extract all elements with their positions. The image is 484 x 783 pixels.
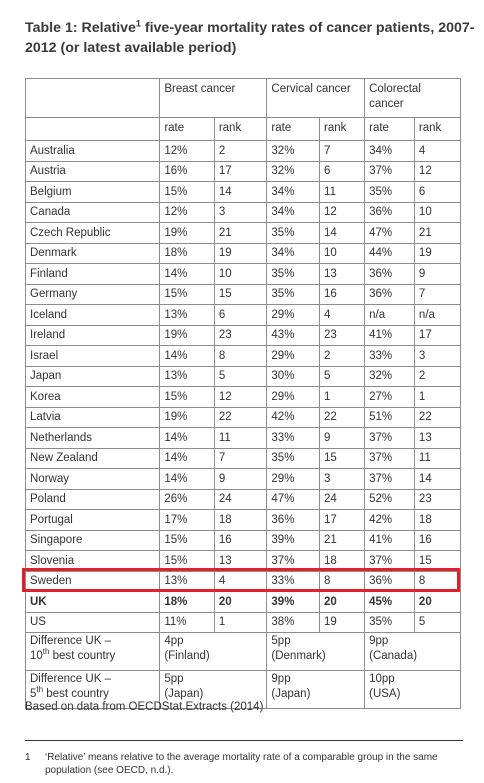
rate-cell: 15%	[160, 182, 215, 203]
rank-cell: 23	[214, 325, 267, 346]
country-cell: Korea	[26, 387, 160, 408]
country-cell: Latvia	[26, 407, 160, 428]
rate-cell: 33%	[267, 571, 320, 592]
rank-cell: 22	[320, 407, 365, 428]
rank-cell: 5	[320, 366, 365, 387]
table-row	[26, 243, 461, 264]
rate-cell: 36%	[365, 571, 415, 592]
rank-cell: 20	[320, 592, 365, 613]
difference-value: 9pp	[271, 673, 291, 685]
table-row	[26, 284, 461, 305]
country-cell: Slovenia	[26, 551, 160, 572]
rank-cell: 9	[320, 428, 365, 449]
rate-cell: 37%	[365, 448, 415, 469]
rank-cell: 12	[414, 161, 460, 182]
rank-cell: 13	[214, 551, 267, 572]
country-cell: Belgium	[26, 182, 160, 203]
footnote-divider	[25, 740, 463, 741]
rate-cell: 47%	[365, 223, 415, 244]
rank-cell: 14	[320, 223, 365, 244]
rank-cell: 15	[320, 448, 365, 469]
rank-cell: 3	[320, 469, 365, 490]
table-row	[26, 223, 461, 244]
country-cell: Canada	[26, 202, 160, 223]
rank-cell: 14	[414, 469, 460, 490]
rank-number: 10	[30, 649, 43, 662]
rank-cell: 19	[320, 612, 365, 633]
rate-cell: 27%	[365, 387, 415, 408]
difference-country: (Denmark)	[271, 649, 326, 662]
rate-cell: 15%	[160, 530, 215, 551]
rate-cell: 19%	[160, 223, 215, 244]
difference-country: (USA)	[369, 687, 401, 700]
country-cell: Denmark	[26, 243, 160, 264]
rate-cell: 13%	[160, 571, 215, 592]
rank-cell: 12	[214, 387, 267, 408]
rank-cell: 1	[320, 387, 365, 408]
rank-number: 5	[30, 687, 37, 700]
rate-cell: 12%	[160, 202, 215, 223]
rate-cell: 14%	[160, 264, 215, 285]
rate-cell: 37%	[365, 428, 415, 449]
rate-cell: 39%	[267, 530, 320, 551]
rate-cell: 33%	[267, 428, 320, 449]
difference-value: 5pp	[271, 635, 291, 647]
rate-cell: 26%	[160, 489, 215, 510]
table-row	[26, 407, 461, 428]
rate-cell: 37%	[267, 551, 320, 572]
group-header-breast: Breast cancer	[160, 79, 267, 118]
rank-cell: 8	[320, 571, 365, 592]
table-row	[26, 387, 461, 408]
rank-cell: 8	[214, 346, 267, 367]
table-row	[26, 592, 461, 613]
rank-cell: 23	[320, 325, 365, 346]
table-row	[26, 305, 461, 326]
rate-cell: 32%	[267, 161, 320, 182]
rank-cell: 15	[414, 551, 460, 572]
difference-value-cell	[365, 671, 461, 709]
rate-cell: 35%	[267, 264, 320, 285]
difference-label-cell	[26, 633, 160, 671]
table-row	[26, 551, 461, 572]
table-title	[25, 18, 475, 58]
table-row	[26, 448, 461, 469]
rank-cell: 19	[214, 243, 267, 264]
rate-cell: 13%	[160, 305, 215, 326]
table-row	[26, 182, 461, 203]
table-row	[26, 346, 461, 367]
rate-cell: 44%	[365, 243, 415, 264]
rate-cell: 38%	[267, 612, 320, 633]
rate-cell: 41%	[365, 530, 415, 551]
rank-cell: 24	[320, 489, 365, 510]
rank-cell: 5	[214, 366, 267, 387]
rate-cell: 35%	[267, 223, 320, 244]
table-row	[26, 202, 461, 223]
ordinal-suffix: th	[36, 684, 44, 694]
table-row	[26, 264, 461, 285]
rate-cell: 12%	[160, 141, 215, 162]
table-row	[26, 510, 461, 531]
table-row	[26, 469, 461, 490]
rank-cell: 6	[320, 161, 365, 182]
rate-cell: 35%	[267, 448, 320, 469]
rate-cell: 30%	[267, 366, 320, 387]
rate-cell: 19%	[160, 325, 215, 346]
rank-cell: 21	[214, 223, 267, 244]
difference-value: 10pp	[369, 673, 395, 685]
difference-label-line1: Difference UK –	[30, 673, 111, 685]
label-suffix: best country	[43, 687, 109, 700]
rank-cell: 4	[414, 141, 460, 162]
rank-cell: 7	[414, 284, 460, 305]
empty-subheader-cell	[26, 118, 160, 141]
rank-cell: 1	[214, 612, 267, 633]
rate-cell: 29%	[267, 305, 320, 326]
group-header-colorectal: Colorectal cancer	[365, 79, 461, 118]
country-cell: UK	[26, 592, 160, 613]
rank-cell: 4	[320, 305, 365, 326]
subheader-cell: rank	[414, 118, 460, 141]
country-cell: Australia	[26, 141, 160, 162]
difference-row	[26, 633, 461, 671]
rate-cell: 16%	[160, 161, 215, 182]
rate-cell: 37%	[365, 161, 415, 182]
rank-cell: 24	[214, 489, 267, 510]
rank-cell: 17	[414, 325, 460, 346]
rate-cell: 35%	[365, 612, 415, 633]
country-cell: Ireland	[26, 325, 160, 346]
difference-country: (Japan)	[164, 687, 204, 700]
rate-cell: 14%	[160, 469, 215, 490]
country-cell: Singapore	[26, 530, 160, 551]
rank-cell: 20	[414, 592, 460, 613]
table-row	[26, 366, 461, 387]
rank-cell: 18	[214, 510, 267, 531]
rank-cell: 8	[414, 571, 460, 592]
subheader-cell: rate	[267, 118, 320, 141]
rate-cell: 19%	[160, 407, 215, 428]
rank-cell: 2	[214, 141, 267, 162]
rank-cell: 6	[214, 305, 267, 326]
rate-cell: 15%	[160, 387, 215, 408]
rank-cell: 5	[414, 612, 460, 633]
table-row	[26, 489, 461, 510]
rate-cell: 33%	[365, 346, 415, 367]
rate-cell: 37%	[365, 551, 415, 572]
difference-value: 9pp	[369, 635, 389, 647]
rank-cell: 20	[214, 592, 267, 613]
rate-cell: 34%	[267, 182, 320, 203]
rank-cell: 14	[214, 182, 267, 203]
difference-country: (Japan)	[271, 687, 311, 700]
rank-cell: 19	[414, 243, 460, 264]
rate-cell: 42%	[365, 510, 415, 531]
table-row	[26, 428, 461, 449]
rank-cell: 17	[214, 161, 267, 182]
rank-cell: 4	[214, 571, 267, 592]
rate-cell: 36%	[365, 284, 415, 305]
rate-cell: 42%	[267, 407, 320, 428]
table-row	[26, 571, 461, 592]
rate-cell: 32%	[267, 141, 320, 162]
difference-value-cell	[267, 671, 365, 709]
rate-cell: 43%	[267, 325, 320, 346]
subheader-cell: rate	[365, 118, 415, 141]
source-note: Based on data from OECDStat.Extracts (2014)	[25, 701, 264, 713]
rate-cell: 37%	[365, 469, 415, 490]
table-row	[26, 612, 461, 633]
subheader-cell: rank	[320, 118, 365, 141]
rank-cell: 16	[214, 530, 267, 551]
rank-cell: 22	[414, 407, 460, 428]
rank-cell: 7	[320, 141, 365, 162]
rank-cell: 3	[214, 202, 267, 223]
empty-header-cell	[26, 79, 160, 118]
subheader-cell: rank	[214, 118, 267, 141]
country-cell: Czech Republic	[26, 223, 160, 244]
rate-cell: 11%	[160, 612, 215, 633]
rate-cell: 52%	[365, 489, 415, 510]
country-cell: Sweden	[26, 571, 160, 592]
rate-cell: 36%	[365, 264, 415, 285]
rate-cell: 34%	[267, 202, 320, 223]
rate-cell: n/a	[365, 305, 415, 326]
rate-cell: 41%	[365, 325, 415, 346]
country-cell: Japan	[26, 366, 160, 387]
country-cell: US	[26, 612, 160, 633]
rank-cell: 17	[320, 510, 365, 531]
country-cell: Poland	[26, 489, 160, 510]
country-cell: Austria	[26, 161, 160, 182]
rate-cell: 13%	[160, 366, 215, 387]
rank-cell: 22	[214, 407, 267, 428]
rate-cell: 15%	[160, 284, 215, 305]
rank-cell: 11	[414, 448, 460, 469]
rate-cell: 36%	[267, 510, 320, 531]
table-row	[26, 161, 461, 182]
rank-cell: 13	[414, 428, 460, 449]
rank-cell: n/a	[414, 305, 460, 326]
title-text-rest: five-year mortality rates of cancer patients, 2007-2012 (or latest available period)	[25, 20, 475, 56]
title-footnote-marker: 1	[135, 18, 141, 29]
rate-cell: 36%	[365, 202, 415, 223]
rate-cell: 29%	[267, 387, 320, 408]
difference-label-line2	[30, 684, 155, 702]
rank-cell: 13	[320, 264, 365, 285]
footnote-number: 1	[25, 752, 31, 763]
rank-cell: 18	[320, 551, 365, 572]
rate-cell: 34%	[365, 141, 415, 162]
rank-cell: 16	[414, 530, 460, 551]
rank-cell: 10	[320, 243, 365, 264]
country-cell: Germany	[26, 284, 160, 305]
table-row	[26, 530, 461, 551]
rate-cell: 35%	[365, 182, 415, 203]
difference-value-cell	[160, 633, 267, 671]
rank-cell: 6	[414, 182, 460, 203]
subheader-row	[26, 118, 461, 141]
group-header-row	[26, 79, 461, 118]
rate-cell: 18%	[160, 592, 215, 613]
rate-cell: 34%	[267, 243, 320, 264]
rank-cell: 10	[214, 264, 267, 285]
rate-cell: 29%	[267, 346, 320, 367]
rate-cell: 14%	[160, 346, 215, 367]
mortality-table	[25, 78, 461, 709]
difference-value-cell	[267, 633, 365, 671]
country-cell: Israel	[26, 346, 160, 367]
ordinal-suffix: th	[42, 646, 50, 656]
rank-cell: 21	[320, 530, 365, 551]
difference-label-line1: Difference UK –	[30, 635, 111, 647]
rate-cell: 39%	[267, 592, 320, 613]
difference-country: (Canada)	[369, 649, 418, 662]
rate-cell: 29%	[267, 469, 320, 490]
table-row	[26, 141, 461, 162]
rank-cell: 3	[414, 346, 460, 367]
rank-cell: 2	[414, 366, 460, 387]
rate-cell: 18%	[160, 243, 215, 264]
rank-cell: 2	[320, 346, 365, 367]
rank-cell: 15	[214, 284, 267, 305]
rank-cell: 11	[320, 182, 365, 203]
rate-cell: 14%	[160, 428, 215, 449]
rank-cell: 10	[414, 202, 460, 223]
subheader-cell: rate	[160, 118, 215, 141]
rank-cell: 12	[320, 202, 365, 223]
difference-value: 4pp	[164, 635, 184, 647]
country-cell: Portugal	[26, 510, 160, 531]
country-cell: Iceland	[26, 305, 160, 326]
rank-cell: 23	[414, 489, 460, 510]
title-text: Table 1: Relative	[25, 20, 136, 36]
label-suffix: best country	[49, 649, 116, 662]
rank-cell: 18	[414, 510, 460, 531]
rate-cell: 32%	[365, 366, 415, 387]
table-row	[26, 325, 461, 346]
rank-cell: 9	[414, 264, 460, 285]
rate-cell: 14%	[160, 448, 215, 469]
rank-cell: 11	[214, 428, 267, 449]
rank-cell: 7	[214, 448, 267, 469]
rank-cell: 21	[414, 223, 460, 244]
rate-cell: 35%	[267, 284, 320, 305]
rate-cell: 51%	[365, 407, 415, 428]
footnote-text: ‘Relative’ means relative to the average mortality rate of a comparable group in the same population (see OECD, n.d.).	[45, 752, 438, 776]
country-cell: Netherlands	[26, 428, 160, 449]
rank-cell: 1	[414, 387, 460, 408]
difference-label-line2	[30, 646, 155, 664]
rate-cell: 47%	[267, 489, 320, 510]
country-cell: Norway	[26, 469, 160, 490]
rate-cell: 45%	[365, 592, 415, 613]
group-header-cervical: Cervical cancer	[267, 79, 365, 118]
difference-value: 5pp	[164, 673, 184, 685]
rate-cell: 15%	[160, 551, 215, 572]
country-cell: New Zealand	[26, 448, 160, 469]
difference-value-cell	[365, 633, 461, 671]
rate-cell: 17%	[160, 510, 215, 531]
rank-cell: 16	[320, 284, 365, 305]
country-cell: Finland	[26, 264, 160, 285]
rank-cell: 9	[214, 469, 267, 490]
difference-country: (Finland)	[164, 649, 210, 662]
